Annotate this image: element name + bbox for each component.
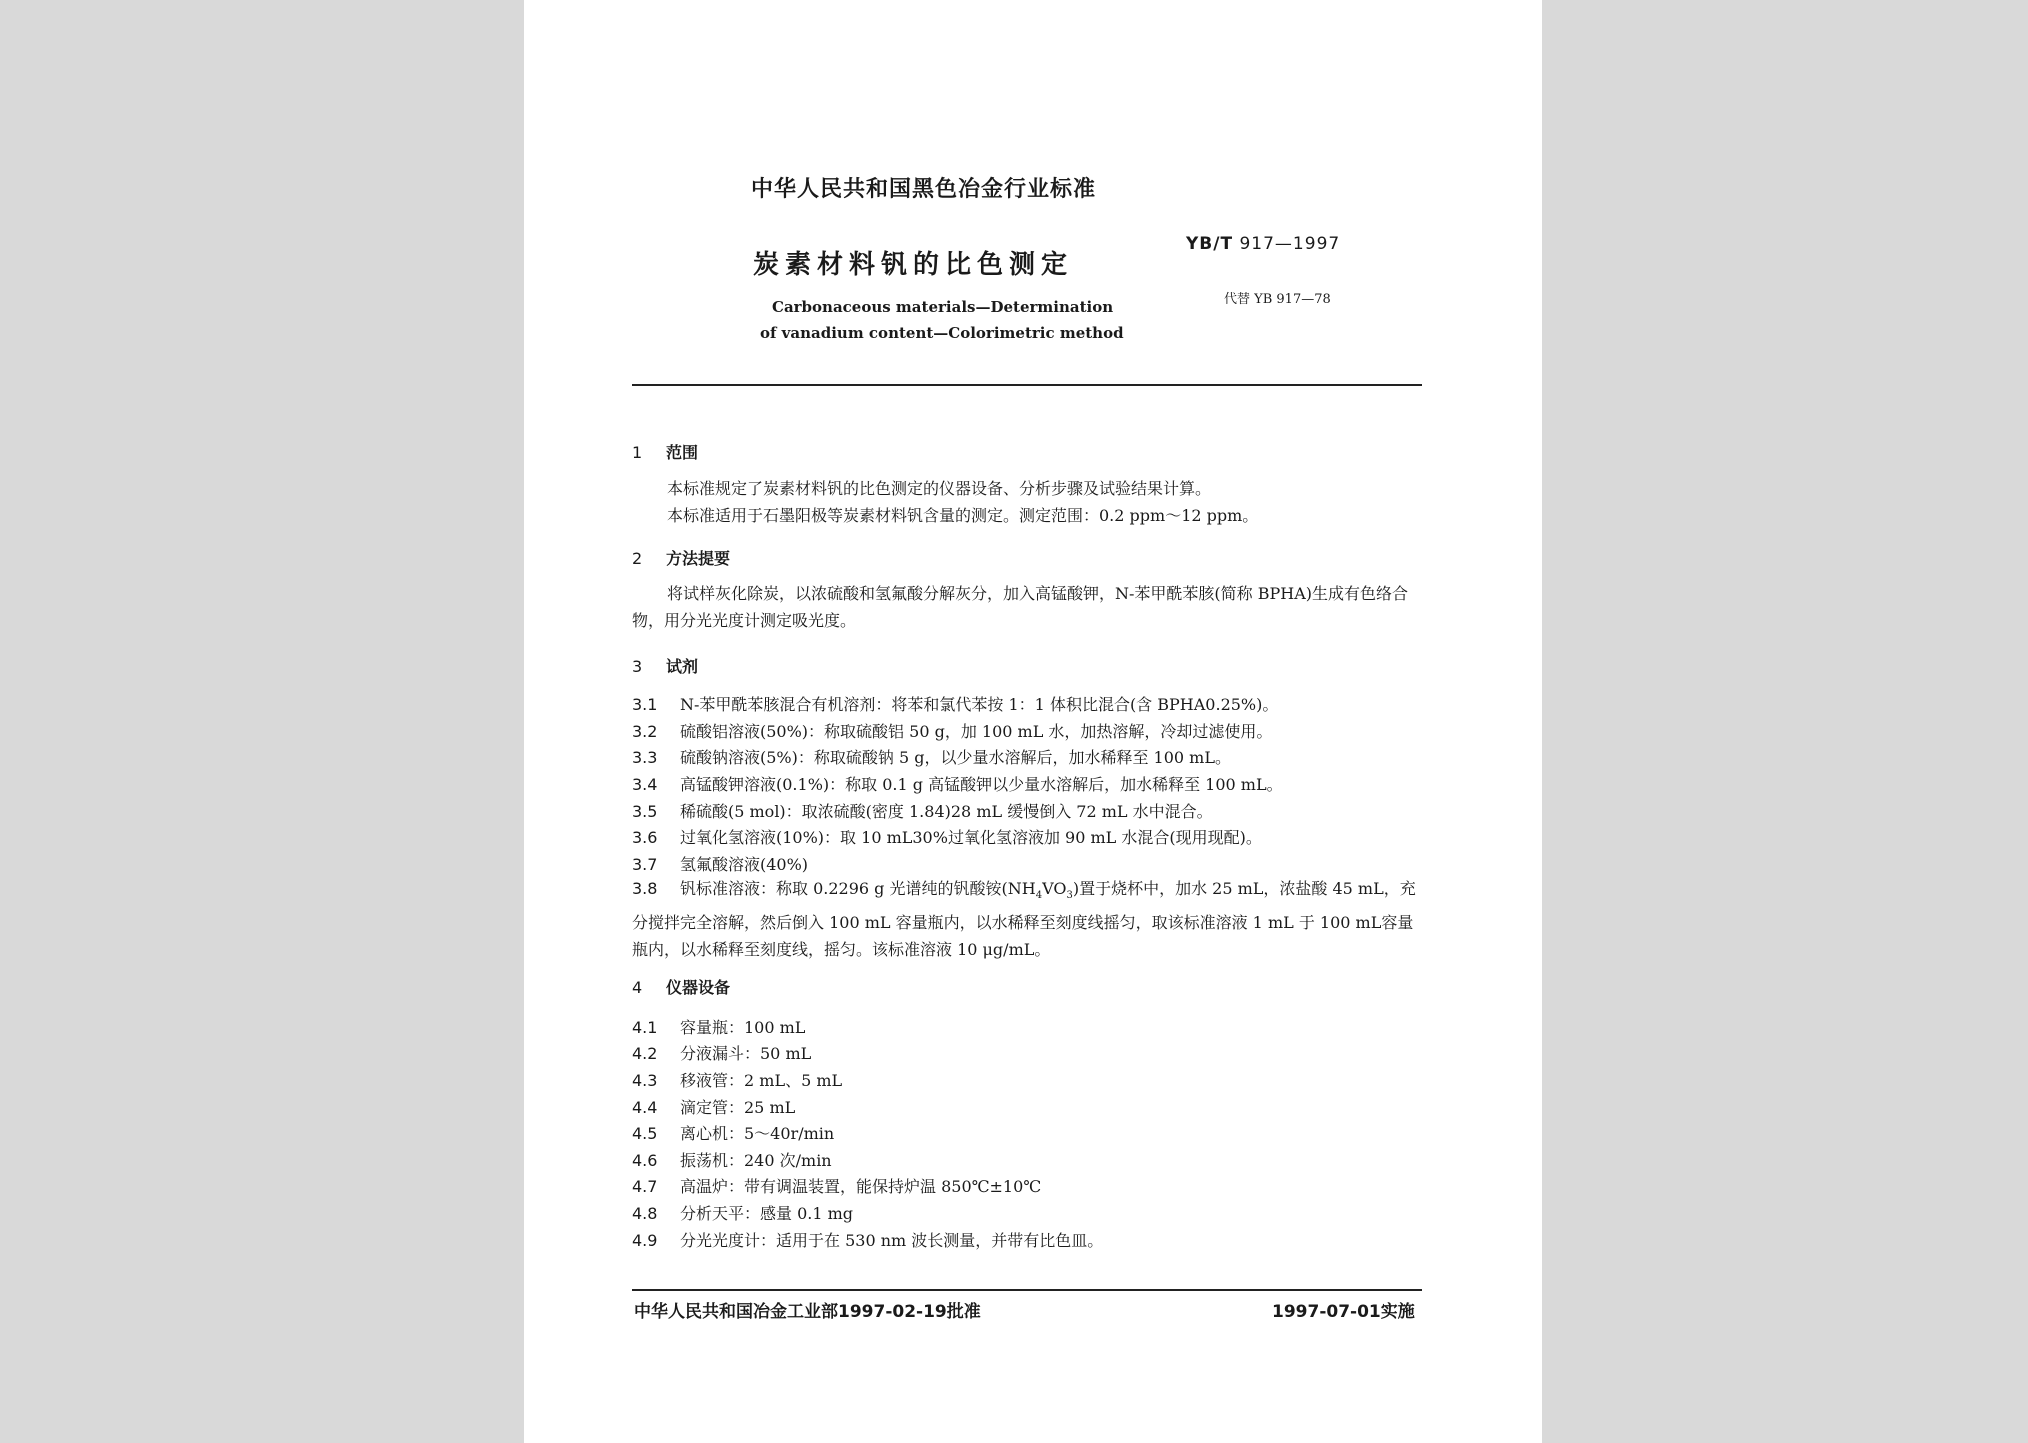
section-4-heading	[632, 975, 730, 998]
header-divider	[632, 384, 1422, 386]
item-text: 分光光度计：适用于在 530 nm 波长测量，并带有比色皿。	[680, 1231, 1104, 1250]
item-text: 硫酸钠溶液(5%)：称取硫酸钠 5 g，以少量水溶解后，加水稀释至 100 mL。	[680, 748, 1231, 767]
item-text: 滴定管：25 mL	[680, 1098, 796, 1117]
item-text: N-苯甲酰苯胲混合有机溶剂：将苯和氯代苯按 1：1 体积比混合(含 BPHA0.25%)。	[680, 695, 1279, 714]
item-number: 4.4	[632, 1098, 658, 1117]
item-text: 高锰酸钾溶液(0.1%)：称取 0.1 g 高锰酸钾以少量水溶解后，加水稀释至 100 mL。	[680, 775, 1283, 794]
item-text: 硫酸铝溶液(50%)：称取硫酸铝 50 g，加 100 mL 水，加热溶解，冷却过滤使用。	[680, 722, 1273, 741]
item-number: 3.3	[632, 748, 658, 767]
subscript-4: 4	[1035, 890, 1043, 902]
section-1-paragraph-1: 本标准规定了炭素材料钒的比色测定的仪器设备、分析步骤及试验结果计算。	[667, 479, 1212, 498]
approval-date: 中华人民共和国冶金工业部1997-02-19批准	[634, 1302, 981, 1322]
item-number: 3.7	[632, 855, 658, 874]
section-number: 4	[632, 978, 643, 997]
section-2-heading	[632, 546, 730, 569]
item-number: 3.5	[632, 802, 658, 821]
item-text: 振荡机：240 次/min	[680, 1151, 832, 1170]
item-text: 移液管：2 mL、5 mL	[680, 1071, 843, 1090]
section-number: 1	[632, 443, 643, 462]
section-title: 试剂	[666, 657, 699, 676]
item-text: 容量瓶：100 mL	[680, 1018, 806, 1037]
reagent-item	[632, 799, 1213, 822]
standard-number: 917—1997	[1239, 234, 1341, 254]
item-number: 4.3	[632, 1071, 658, 1090]
item-number: 4.7	[632, 1177, 658, 1196]
item-number: 3.1	[632, 695, 658, 714]
issuing-organization: 中华人民共和国黑色冶金行业标准	[751, 177, 1097, 202]
item-text: 分析天平：感量 0.1 mg	[680, 1204, 854, 1223]
item-number: 4.1	[632, 1018, 658, 1037]
document-page	[524, 0, 1542, 1443]
replaces-note: 代替 YB 917—78	[1224, 292, 1331, 307]
item-number: 4.9	[632, 1231, 658, 1250]
equipment-item	[632, 1174, 1041, 1197]
equipment-item	[632, 1068, 842, 1091]
section-3-heading	[632, 654, 698, 677]
item-text: 离心机：5～40r/min	[680, 1124, 835, 1143]
item-text: 分液漏斗：50 mL	[680, 1044, 812, 1063]
equipment-item	[632, 1148, 832, 1171]
section-title: 仪器设备	[666, 978, 731, 997]
section-2-paragraph: 将试样灰化除炭，以浓硫酸和氢氟酸分解灰分，加入高锰酸钾，N-苯甲酰苯胲(简称 BPHA)生成有色络合物，用分光光度计测定吸光度。	[632, 584, 1409, 630]
section-title: 范围	[666, 443, 699, 462]
item-text-b: VO	[1042, 879, 1067, 898]
item-number: 3.4	[632, 775, 658, 794]
item-number: 3.2	[632, 722, 658, 741]
equipment-item	[632, 1201, 853, 1224]
subscript-3: 3	[1066, 890, 1073, 902]
item-number: 4.8	[632, 1204, 658, 1223]
item-text: 稀硫酸(5 mol)：取浓硫酸(密度 1.84)28 mL 缓慢倒入 72 mL 水中混合。	[680, 802, 1213, 821]
equipment-item	[632, 1095, 795, 1118]
reagent-item	[632, 825, 1262, 848]
section-number: 3	[632, 657, 643, 676]
reagent-item	[632, 745, 1231, 768]
item-text: 高温炉：带有调温装置，能保持炉温 850℃±10℃	[680, 1177, 1042, 1196]
effective-date: 1997-07-01实施	[1272, 1302, 1415, 1322]
equipment-item	[632, 1041, 811, 1064]
standard-code	[1186, 234, 1340, 254]
title-chinese: 炭素材料钒的比色测定	[753, 250, 1074, 280]
title-english-line1: Carbonaceous materials—Determination	[772, 298, 1114, 316]
footer-divider	[632, 1289, 1422, 1291]
section-1-heading	[632, 440, 698, 463]
title-english-line2: of vanadium content—Colorimetric method	[760, 324, 1124, 342]
item-number: 3.8	[632, 879, 658, 898]
item-text: 氢氟酸溶液(40%)	[680, 855, 809, 874]
item-number: 3.6	[632, 828, 658, 847]
item-number: 4.5	[632, 1124, 658, 1143]
equipment-item	[632, 1015, 805, 1038]
item-text-c: )置于烧杯中，加水 25 mL，浓盐酸 45 mL，充分搅拌完全溶解，然后倒入 100 mL 容量瓶内，以水稀释至刻度线摇匀，取该标准溶液 1 mL 于 100 mL容量瓶内，以水稀释至刻度线，摇匀。该标准溶液 10 μg/mL。	[632, 879, 1416, 960]
section-title: 方法提要	[666, 549, 731, 568]
item-text: 过氧化氢溶液(10%)：取 10 mL30%过氧化氢溶液加 90 mL 水混合(现用现配)。	[680, 828, 1262, 847]
section-1-paragraph-2: 本标准适用于石墨阳极等炭素材料钒含量的测定。测定范围：0.2 ppm～12 ppm。	[667, 506, 1259, 525]
reagent-item	[632, 692, 1278, 715]
equipment-item	[632, 1228, 1103, 1251]
equipment-item	[632, 1121, 834, 1144]
item-number: 4.2	[632, 1044, 658, 1063]
section-number: 2	[632, 549, 643, 568]
reagent-item	[632, 852, 808, 875]
reagent-item	[632, 719, 1272, 742]
item-text-a: 钒标准溶液：称取 0.2296 g 光谱纯的钒酸铵(NH	[680, 879, 1036, 898]
reagent-item-3-8	[632, 875, 1422, 963]
reagent-item	[632, 772, 1283, 795]
item-number: 4.6	[632, 1151, 658, 1170]
standard-prefix: YB/T	[1186, 234, 1234, 254]
